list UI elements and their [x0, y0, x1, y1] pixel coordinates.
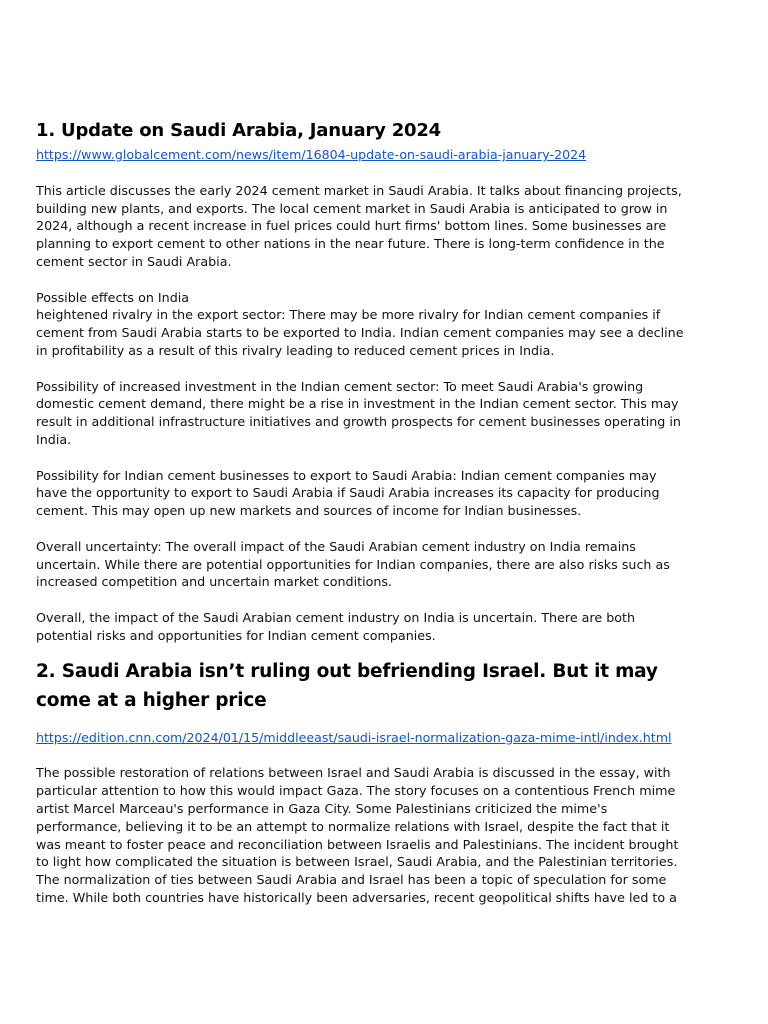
section-1-title: 1. Update on Saudi Arabia, January 2024 — [36, 120, 441, 141]
spacer — [36, 747, 686, 765]
effect-export-paragraph: Possibility for Indian cement businesses to export to Saudi Arabia: Indian cement companies may have the opportunity to export to Saudi Arabia if Saudi Arabia increases its capacity for producing cement. This may open up new markets and sources of income for Indian businesses. — [36, 467, 660, 519]
document-page — [36, 118, 686, 907]
section-1-conclusion: Overall, the impact of the Saudi Arabian cement industry on India is uncertain. There are both potential risks and opportunities for Indian cement companies. — [36, 609, 636, 643]
effects-heading: Possible effects on India — [36, 289, 190, 305]
spacer — [36, 715, 686, 729]
effect-rivalry-paragraph: heightened rivalry in the export sector: There may be more rivalry for Indian cement companies if cement from Saudi Arabia starts to be exported to India. Indian cement companies may see a decline in profitability as a result of this rivalry leading to reduced cement prices in India. — [36, 307, 684, 358]
section-2-summary: The possible restoration of relations between Israel and Saudi Arabia is discussed in the essay, with particular attention to how this would impact Gaza. The story focuses on a contentious French mime artist Marcel Marceau's performance in Gaza City. Some Palestinians criticized the mime's performance, believing it to be an attempt to normalize relations with Israel, despite the fact that it was meant to foster peace and reconciliation between Israelis and Palestinians. The incident brought to light how complicated the situation is between Israel, Saudi Arabia, and the Palestinian territories. The normalization of ties between Saudi Arabia and Israel has been a topic of speculation for some time. While both countries have historically been adversaries, recent geopolitical shifts have led to a — [36, 765, 679, 905]
spacer — [36, 591, 686, 609]
section-1-source-link[interactable]: https://www.globalcement.com/news/item/16804-update-on-saudi-arabia-january-2024 — [36, 147, 587, 162]
spacer — [36, 360, 686, 378]
spacer — [36, 520, 686, 538]
section-2-title: 2. Saudi Arabia isn’t ruling out befriending Israel. But it may come at a higher price — [36, 660, 658, 711]
spacer — [36, 271, 686, 289]
section-1-summary: This article discusses the early 2024 cement market in Saudi Arabia. It talks about financing projects, building new plants, and exports. The local cement market in Saudi Arabia is anticipated to grow in 2024, although a recent increase in fuel prices could hurt firms' bottom lines. Some businesses are planning to export cement to other nations in the near future. There is long-term confidence in the cement sector in Saudi Arabia. — [36, 182, 682, 269]
spacer — [36, 164, 686, 182]
spacer — [36, 449, 686, 467]
effect-uncertainty-paragraph: Overall uncertainty: The overall impact of the Saudi Arabian cement industry on India remains uncertain. While there are potential opportunities for Indian companies, there are also risks such as increased competition and uncertain market conditions. — [36, 538, 670, 590]
spacer — [36, 645, 686, 657]
section-2-source-link[interactable]: https://edition.cnn.com/2024/01/15/middleeast/saudi-israel-normalization-gaza-mime-intl/index.html — [36, 729, 672, 745]
effect-investment-paragraph: Possibility of increased investment in the Indian cement sector: To meet Saudi Arabia's growing domestic cement demand, there might be a rise in investment in the Indian cement sector. This may result in additional infrastructure initiatives and growth prospects for cement businesses operating in India. — [36, 378, 681, 447]
